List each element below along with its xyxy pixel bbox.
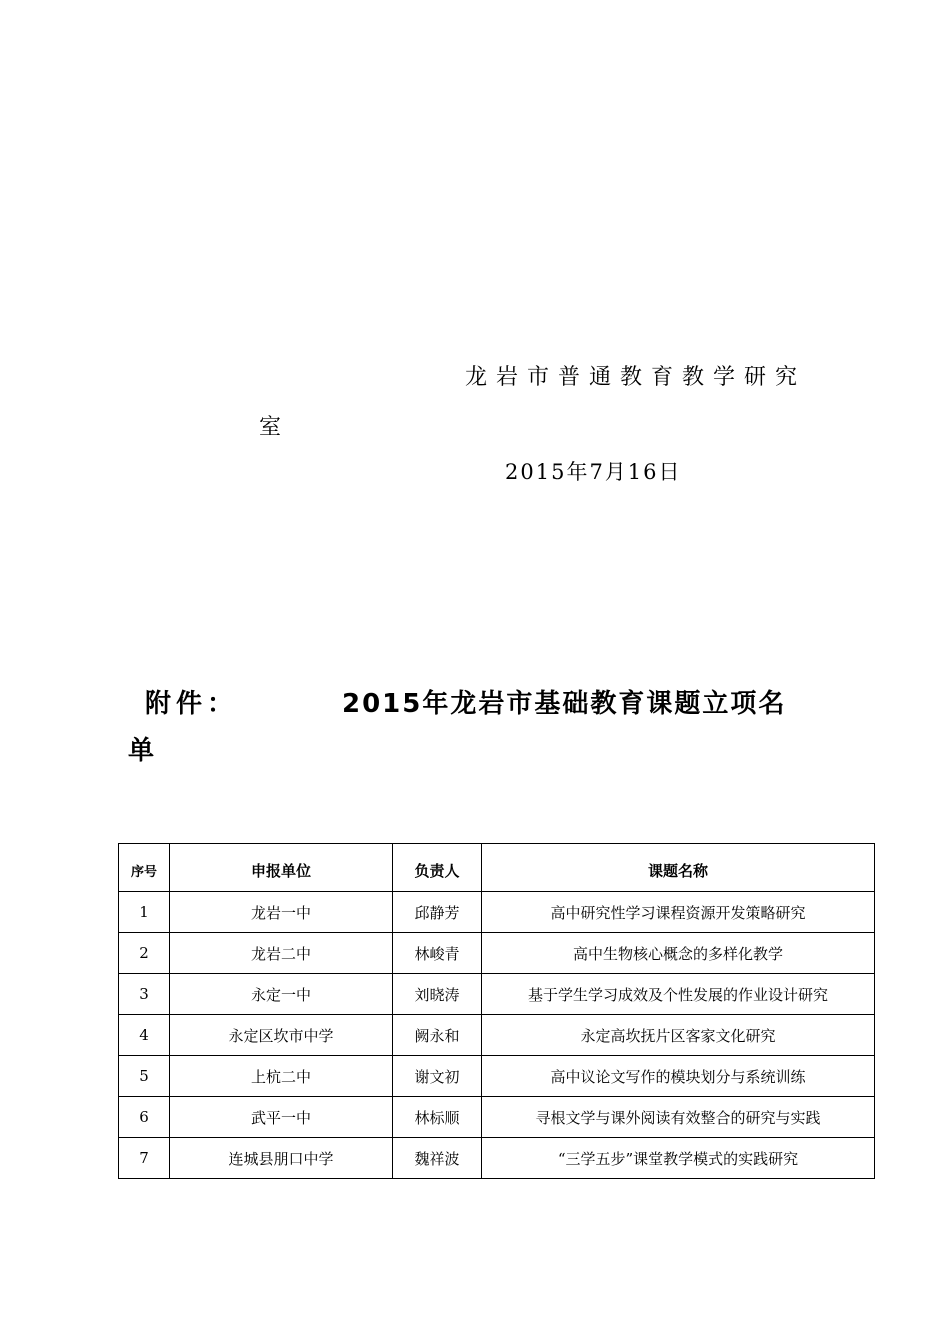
- signature-org-line1: 龙岩市普通教育教学研究: [465, 365, 807, 390]
- cell-no: 3: [119, 974, 170, 1015]
- table-row: [119, 974, 875, 1015]
- cell-title: 高中议论文写作的模块划分与系统训练: [482, 1056, 875, 1097]
- cell-title: 基于学生学习成效及个性发展的作业设计研究: [482, 974, 875, 1015]
- header-person: 负责人: [393, 844, 482, 892]
- attachment-title: 2015年龙岩市基础教育课题立项名: [342, 689, 787, 719]
- cell-title: “三学五步”课堂教学模式的实践研究: [482, 1138, 875, 1179]
- cell-unit: 上杭二中: [170, 1056, 393, 1097]
- cell-unit: 连城县朋口中学: [170, 1138, 393, 1179]
- cell-person: 邱静芳: [393, 892, 482, 933]
- table-row: [119, 933, 875, 974]
- cell-no: 5: [119, 1056, 170, 1097]
- cell-unit: 龙岩一中: [170, 892, 393, 933]
- attachment-label: 附件：: [145, 689, 239, 719]
- table-header-row: [119, 844, 875, 892]
- cell-no: 4: [119, 1015, 170, 1056]
- table-row: [119, 1056, 875, 1097]
- table-row: [119, 892, 875, 933]
- signature-org-line2: 室: [259, 415, 282, 440]
- cell-person: 魏祥波: [393, 1138, 482, 1179]
- table-row: [119, 1015, 875, 1056]
- table-row: [119, 1097, 875, 1138]
- header-title: 课题名称: [482, 844, 875, 892]
- cell-title: 永定高坎抚片区客家文化研究: [482, 1015, 875, 1056]
- cell-unit: 龙岩二中: [170, 933, 393, 974]
- project-list-table: [118, 843, 875, 1179]
- cell-unit: 永定区坎市中学: [170, 1015, 393, 1056]
- cell-title: 高中生物核心概念的多样化教学: [482, 933, 875, 974]
- cell-person: 林峻青: [393, 933, 482, 974]
- cell-unit: 永定一中: [170, 974, 393, 1015]
- cell-person: 阙永和: [393, 1015, 482, 1056]
- attachment-title-continued: 单: [128, 736, 155, 766]
- header-no: 序号: [119, 844, 170, 892]
- table-row: [119, 1138, 875, 1179]
- signature-date: 2015年7月16日: [505, 460, 682, 484]
- cell-no: 1: [119, 892, 170, 933]
- cell-no: 7: [119, 1138, 170, 1179]
- cell-person: 林标顺: [393, 1097, 482, 1138]
- cell-person: 刘晓涛: [393, 974, 482, 1015]
- cell-title: 寻根文学与课外阅读有效整合的研究与实践: [482, 1097, 875, 1138]
- header-unit: 申报单位: [170, 844, 393, 892]
- cell-unit: 武平一中: [170, 1097, 393, 1138]
- cell-no: 2: [119, 933, 170, 974]
- cell-title: 高中研究性学习课程资源开发策略研究: [482, 892, 875, 933]
- cell-person: 谢文初: [393, 1056, 482, 1097]
- cell-no: 6: [119, 1097, 170, 1138]
